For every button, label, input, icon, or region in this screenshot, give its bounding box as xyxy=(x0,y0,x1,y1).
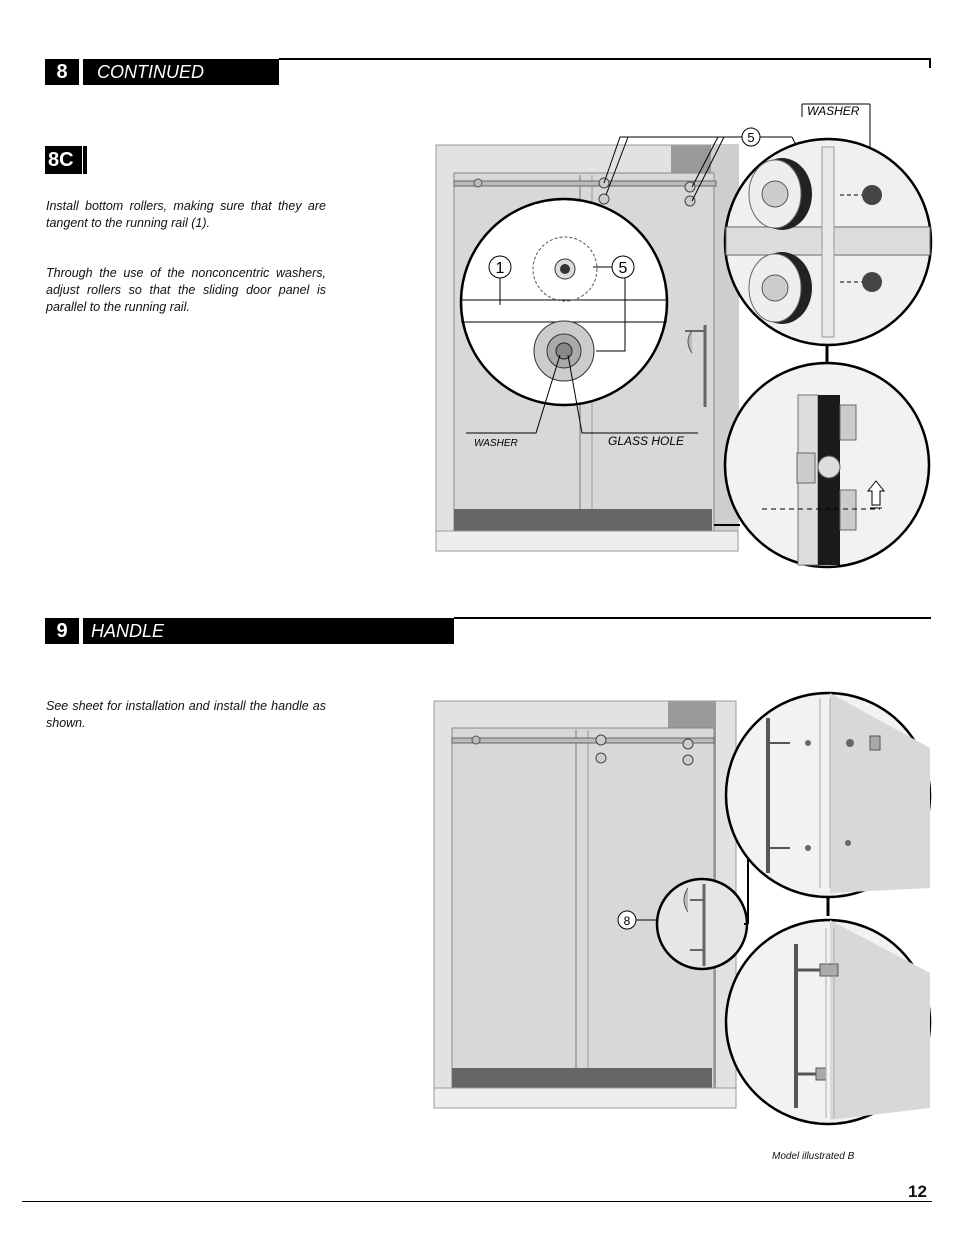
callout-glass-hole-label: GLASS HOLE xyxy=(608,434,685,448)
handle-assembled-detail xyxy=(726,920,930,1124)
callout-8-label: 8 xyxy=(623,914,631,928)
footer-rule xyxy=(22,1201,932,1202)
step-title-continued: CONTINUED xyxy=(83,59,279,85)
instruction-9: See sheet for installation and install the handle as shown. xyxy=(46,699,326,730)
figure-8c-illustration xyxy=(430,95,935,575)
substep-label-text: 8C xyxy=(45,146,82,174)
section-8-rule-end xyxy=(929,58,931,68)
roller-side-detail xyxy=(725,363,929,567)
callout-5-label: 5 xyxy=(747,130,755,145)
page-number: 12 xyxy=(908,1182,927,1201)
figure-9-illustration xyxy=(430,688,935,1128)
section-8-rule xyxy=(279,58,931,60)
callout-washer-label: WASHER xyxy=(474,438,518,449)
handle-zoom-circle xyxy=(657,879,747,969)
detail-1-label: 1 xyxy=(495,260,505,277)
instruction-8c-2: Through the use of the nonconcentric washers, adjust rollers so that the sliding door panel is parallel to the running rail. xyxy=(46,266,326,314)
detail-5-label: 5 xyxy=(618,260,628,277)
roller-zoom-detail xyxy=(725,139,931,345)
callout-washer-top-label: WASHER xyxy=(807,104,860,118)
step-title-handle: HANDLE xyxy=(83,618,454,644)
step-number-9: 9 xyxy=(45,618,79,644)
model-note: Model illustrated B xyxy=(772,1151,855,1162)
substep-label-8c xyxy=(45,146,89,174)
handle-exploded-detail xyxy=(726,693,930,897)
section-9-rule xyxy=(454,617,931,619)
step-number-8: 8 xyxy=(45,59,79,85)
instruction-8c-1: Install bottom rollers, making sure that they are tangent to the running rail (1). xyxy=(46,199,326,230)
